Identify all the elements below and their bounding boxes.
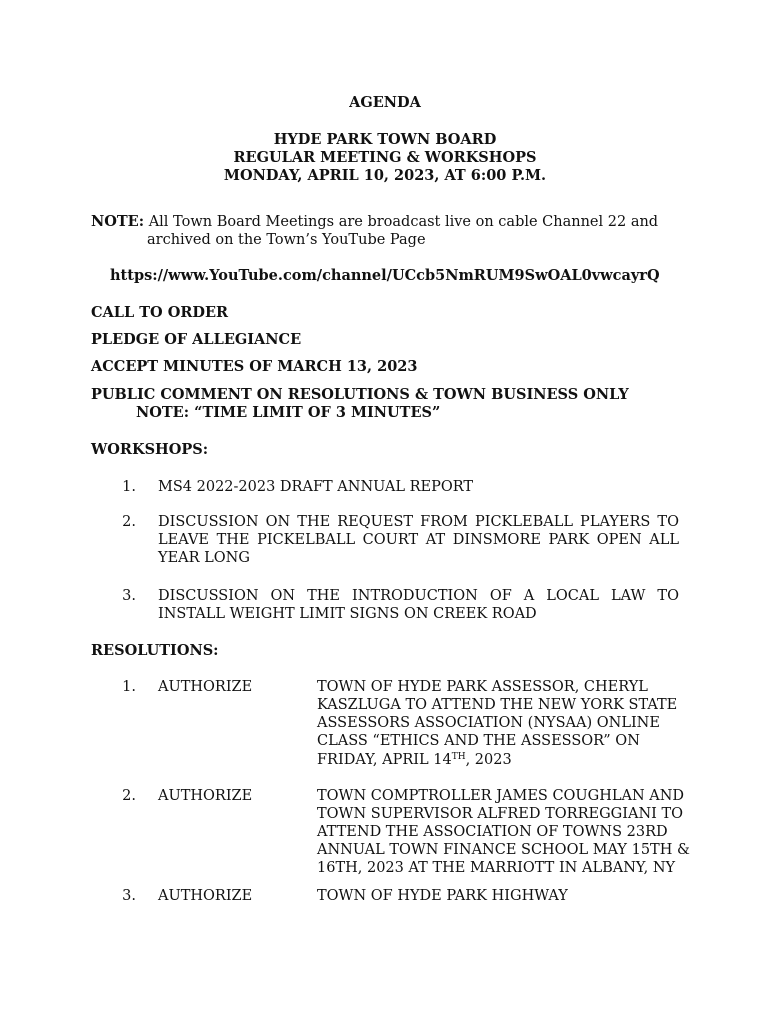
workshop-2-text: DISCUSSION ON THE REQUEST FROM PICKLEBALL PLAYERS TO LEAVE THE PICKELBALL COURT AT DINSMORE PARK OPEN ALL YEAR LONG (158, 514, 679, 566)
resolution-1-action: AUTHORIZE (158, 679, 253, 695)
public-comment-note: NOTE: “TIME LIMIT OF 3 MINUTES” (136, 404, 441, 421)
workshops-heading: WORKSHOPS: (91, 441, 209, 458)
accept-minutes: ACCEPT MINUTES OF MARCH 13, 2023 (91, 358, 418, 375)
public-comment: PUBLIC COMMENT ON RESOLUTIONS & TOWN BUSINESS ONLY (91, 386, 629, 403)
agenda-title: AGENDA (349, 94, 421, 111)
resolution-2-line: 16TH, 2023 AT THE MARRIOTT IN ALBANY, NY (317, 860, 676, 876)
resolution-2-line: ANNUAL TOWN FINANCE SCHOOL MAY 15TH & (317, 842, 690, 858)
note-line-1: All Town Board Meetings are broadcast live on cable Channel 22 and (148, 214, 659, 230)
resolution-2-line: TOWN SUPERVISOR ALFRED TORREGGIANI TO (317, 806, 684, 822)
resolution-1-line: ASSESSORS ASSOCIATION (NYSAA) ONLINE (317, 715, 660, 731)
workshop-2-number: 2. (122, 514, 136, 530)
resolution-3-number: 3. (122, 888, 136, 904)
resolution-1-line: TOWN OF HYDE PARK ASSESSOR, CHERYL (317, 679, 648, 695)
pledge-of-allegiance: PLEDGE OF ALLEGIANCE (91, 331, 302, 348)
workshop-1-number: 1. (122, 479, 136, 495)
resolution-2-action: AUTHORIZE (158, 788, 253, 804)
resolution-1-line: KASZLUGA TO ATTEND THE NEW YORK STATE (317, 697, 678, 713)
resolution-2-line: ATTEND THE ASSOCIATION OF TOWNS 23RD (317, 824, 668, 840)
resolution-1-date-line (317, 751, 512, 769)
broadcast-note (91, 213, 658, 231)
resolution-2-line: TOWN COMPTROLLER JAMES COUGHLAN AND (317, 788, 685, 804)
resolution-2-number: 2. (122, 788, 136, 804)
workshop-1-text: MS4 2022-2023 DRAFT ANNUAL REPORT (158, 479, 474, 495)
board-name: HYDE PARK TOWN BOARD (273, 131, 497, 148)
workshop-3-text: DISCUSSION ON THE INTRODUCTION OF A LOCAL LAW TO INSTALL WEIGHT LIMIT SIGNS ON CREEK ROAD (158, 588, 679, 622)
meeting-date: MONDAY, APRIL 10, 2023, AT 6:00 P.M. (223, 167, 547, 184)
workshop-3-number: 3. (122, 588, 136, 604)
call-to-order: CALL TO ORDER (91, 304, 229, 321)
note-line-2: archived on the Town’s YouTube Page (147, 232, 426, 248)
resolution-3-action: AUTHORIZE (158, 888, 253, 904)
ordinal-suffix: TH (451, 752, 466, 762)
resolution-1-number: 1. (122, 679, 136, 695)
meeting-type: REGULAR MEETING & WORKSHOPS (233, 149, 537, 166)
resolutions-heading: RESOLUTIONS: (91, 642, 219, 659)
resolution-3-line: TOWN OF HYDE PARK HIGHWAY (317, 888, 568, 904)
resolution-1-date-year: , 2023 (465, 752, 512, 768)
resolution-1-line: CLASS “ETHICS AND THE ASSESSOR” ON (317, 733, 640, 749)
note-label: NOTE: (91, 213, 145, 230)
youtube-link[interactable]: https://www.YouTube.com/channel/UCcb5NmRUM9SwOAL0vwcayrQ (110, 267, 660, 284)
resolution-1-date-text: FRIDAY, APRIL 14 (317, 752, 452, 768)
